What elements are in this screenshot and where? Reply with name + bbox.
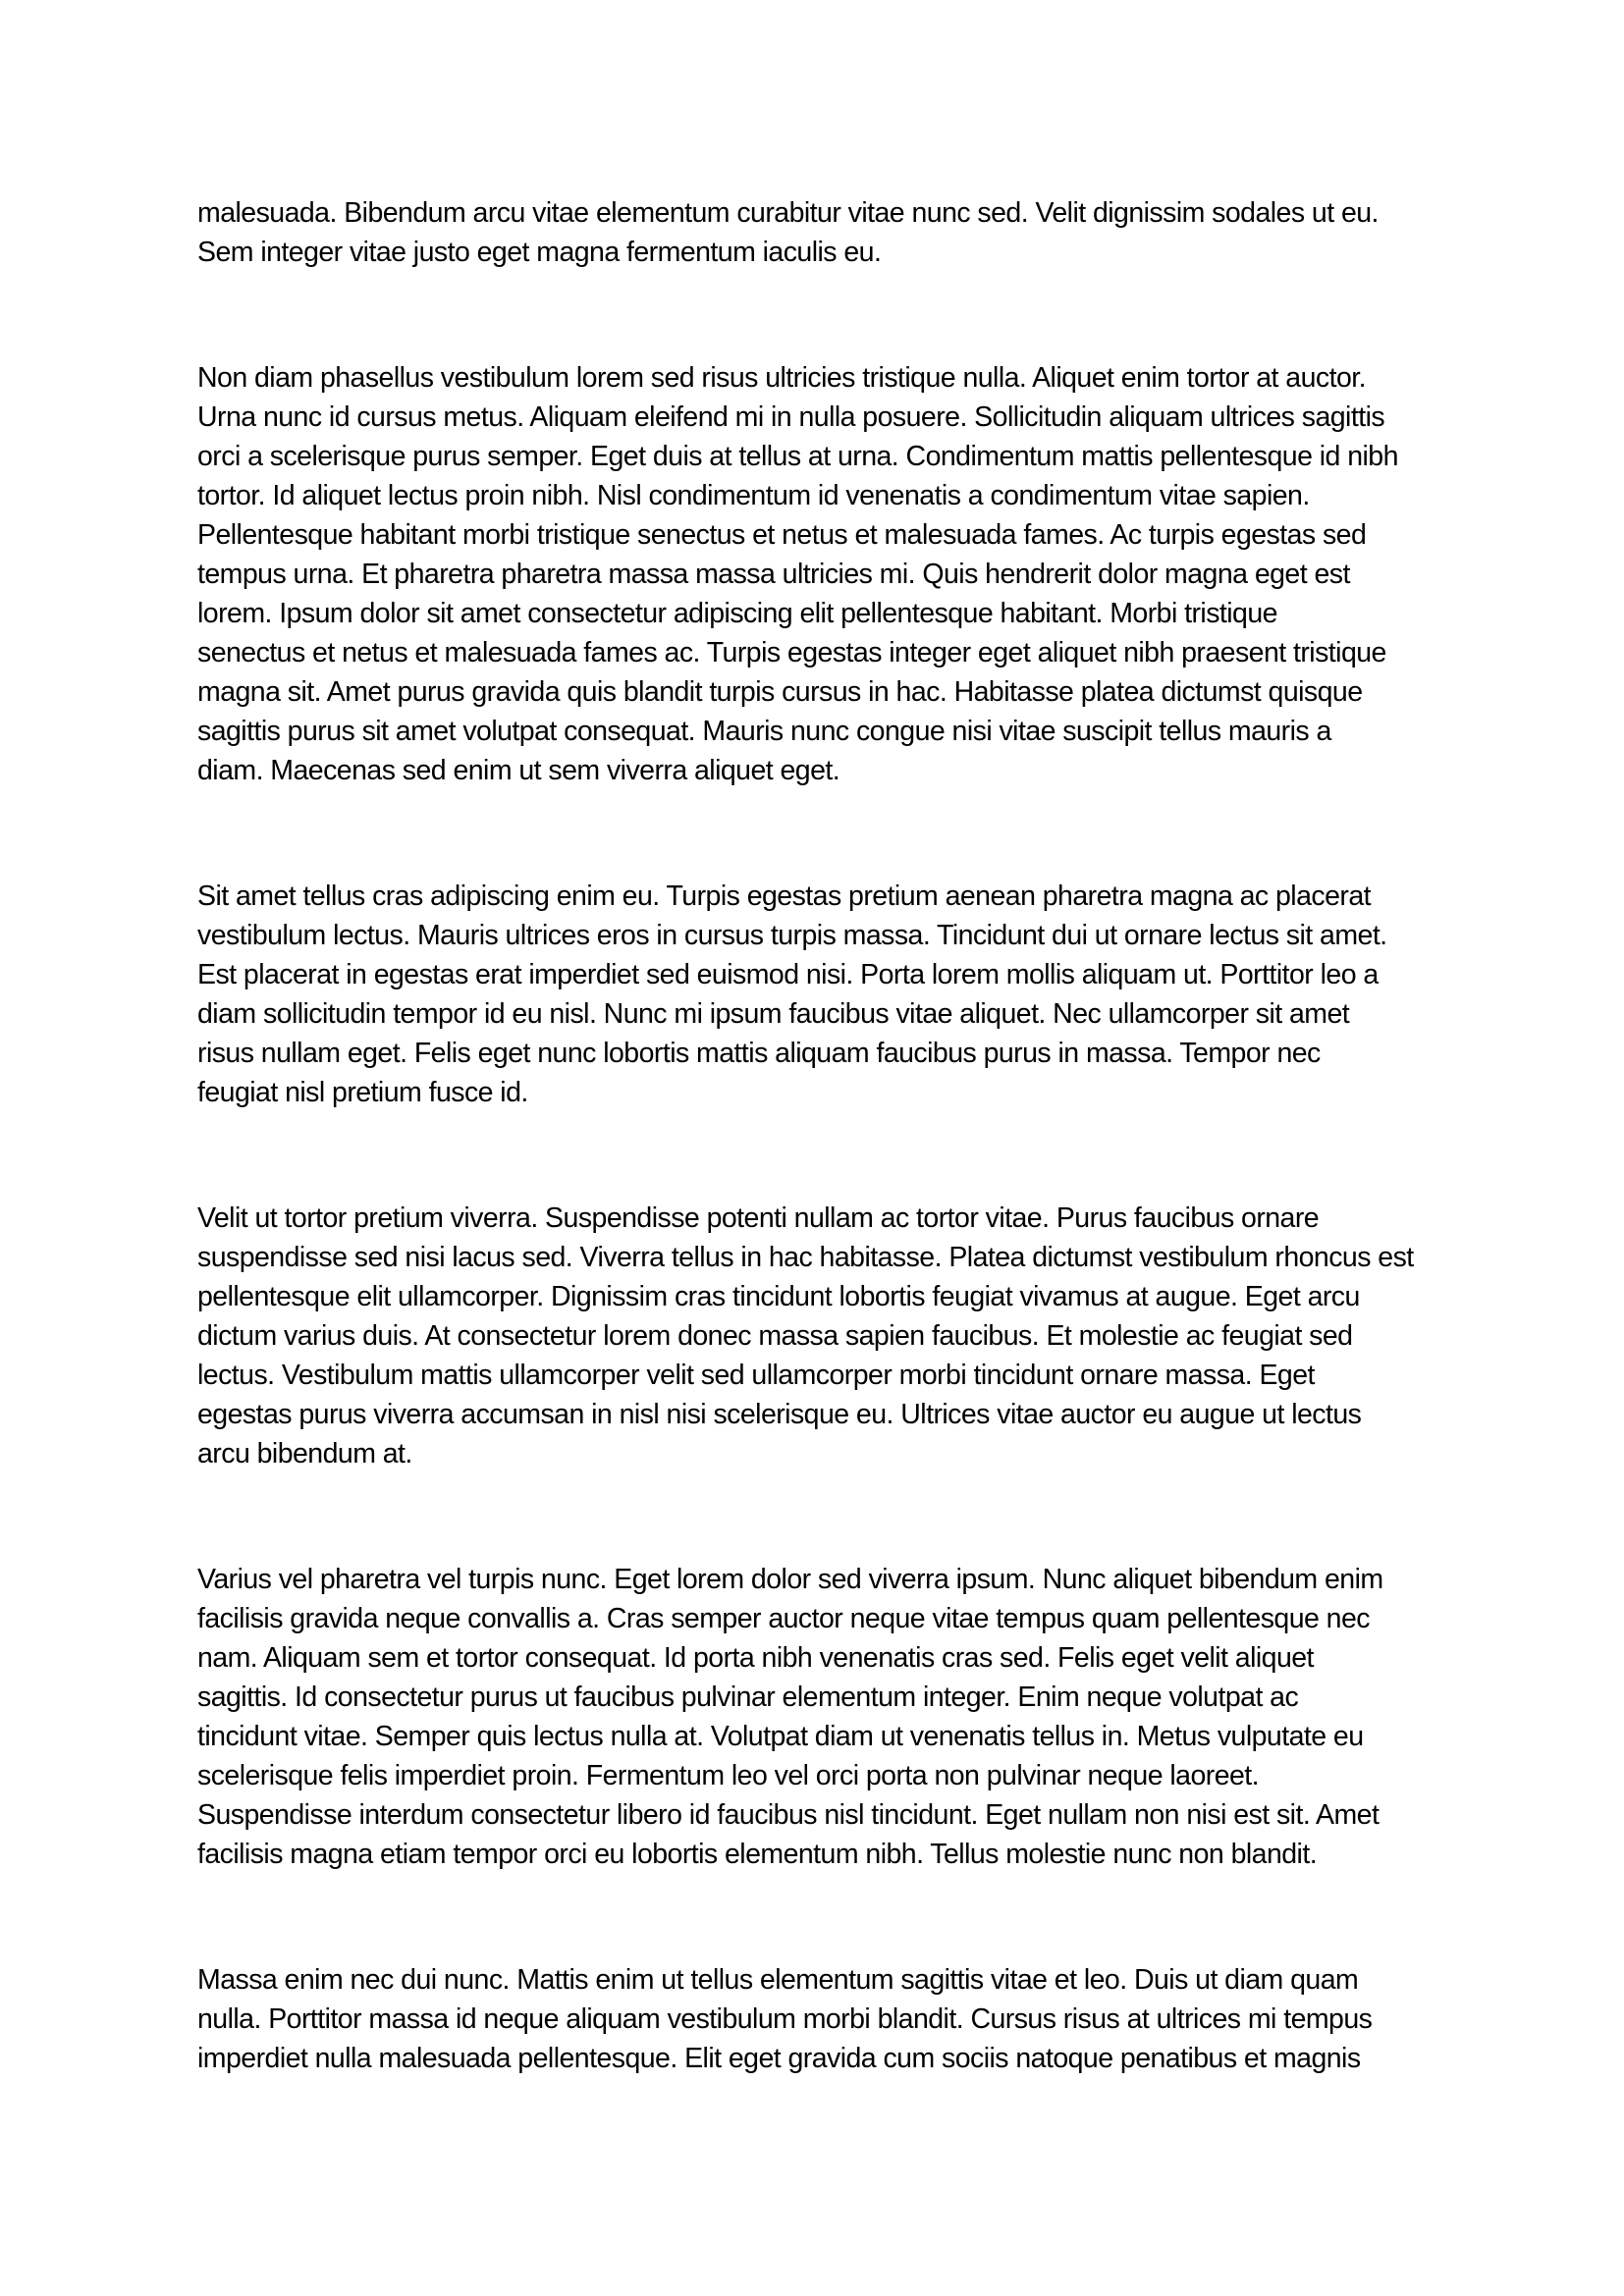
text-line: egestas purus viverra accumsan in nisl nisi scelerisque eu. Ultrices vitae auctor eu augue ut lectus	[197, 1399, 1362, 1430]
text-line: Est placerat in egestas erat imperdiet sed euismod nisi. Porta lorem mollis aliquam ut. Porttitor leo a	[197, 959, 1379, 990]
paragraph	[197, 1560, 1457, 1874]
paragraph	[197, 1199, 1457, 1473]
text-line: lorem. Ipsum dolor sit amet consectetur adipiscing elit pellentesque habitant. Morbi tristique	[197, 598, 1277, 629]
text-line: Sem integer vitae justo eget magna fermentum iaculis eu.	[197, 237, 882, 268]
text-line: tortor. Id aliquet lectus proin nibh. Nisl condimentum id venenatis a condimentum vitae sapien.	[197, 480, 1310, 511]
text-line: lectus. Vestibulum mattis ullamcorper velit sed ullamcorper morbi tincidunt ornare massa. Eget	[197, 1360, 1315, 1391]
text-line: nulla. Porttitor massa id neque aliquam vestibulum morbi blandit. Cursus risus at ultrices mi tempus	[197, 2003, 1373, 2035]
text-line: arcu bibendum at.	[197, 1438, 412, 1469]
text-line: sagittis purus sit amet volutpat consequat. Mauris nunc congue nisi vitae suscipit tellus mauris a	[197, 716, 1331, 747]
text-line: Pellentesque habitant morbi tristique senectus et netus et malesuada fames. Ac turpis egestas sed	[197, 519, 1367, 551]
text-line: facilisis gravida neque convallis a. Cras semper auctor neque vitae tempus quam pellentesque nec	[197, 1603, 1370, 1634]
text-line: nam. Aliquam sem et tortor consequat. Id porta nibh venenatis cras sed. Felis eget velit aliquet	[197, 1642, 1314, 1674]
text-line: Urna nunc id cursus metus. Aliquam eleifend mi in nulla posuere. Sollicitudin aliquam ultrices sagittis	[197, 401, 1385, 433]
text-line: sagittis. Id consectetur purus ut faucibus pulvinar elementum integer. Enim neque volutpat ac	[197, 1682, 1299, 1713]
text-line: scelerisque felis imperdiet proin. Fermentum leo vel orci porta non pulvinar neque laoreet.	[197, 1760, 1260, 1791]
text-line: senectus et netus et malesuada fames ac. Turpis egestas integer eget aliquet nibh praesent tristique	[197, 637, 1386, 668]
text-line: risus nullam eget. Felis eget nunc lobortis mattis aliquam faucibus purus in massa. Tempor nec	[197, 1038, 1321, 1069]
paragraph	[197, 193, 1457, 272]
paragraph	[197, 1960, 1457, 2078]
text-line: dictum varius duis. At consectetur lorem donec massa sapien faucibus. Et molestie ac feugiat sed	[197, 1320, 1353, 1352]
text-line: Massa enim nec dui nunc. Mattis enim ut tellus elementum sagittis vitae et leo. Duis ut diam quam	[197, 1964, 1359, 1996]
paragraph	[197, 358, 1457, 790]
text-line: vestibulum lectus. Mauris ultrices eros in cursus turpis massa. Tincidunt dui ut ornare lectus sit amet.	[197, 920, 1387, 951]
text-line: Varius vel pharetra vel turpis nunc. Eget lorem dolor sed viverra ipsum. Nunc aliquet bibendum enim	[197, 1564, 1383, 1595]
text-line: Suspendisse interdum consectetur libero id faucibus nisl tincidunt. Eget nullam non nisi est sit. Amet	[197, 1799, 1380, 1831]
text-line: pellentesque elit ullamcorper. Dignissim cras tincidunt lobortis feugiat vivamus at augue. Eget arcu	[197, 1281, 1360, 1312]
text-line: malesuada. Bibendum arcu vitae elementum curabitur vitae nunc sed. Velit dignissim sodales ut eu.	[197, 197, 1379, 229]
text-line: suspendisse sed nisi lacus sed. Viverra tellus in hac habitasse. Platea dictumst vestibulum rhoncus est	[197, 1242, 1414, 1273]
text-line: diam. Maecenas sed enim ut sem viverra aliquet eget.	[197, 755, 840, 786]
text-line: tincidunt vitae. Semper quis lectus nulla at. Volutpat diam ut venenatis tellus in. Metus vulputate eu	[197, 1721, 1364, 1752]
text-line: orci a scelerisque purus semper. Eget duis at tellus at urna. Condimentum mattis pellentesque id nibh	[197, 441, 1398, 472]
text-line: Non diam phasellus vestibulum lorem sed risus ultricies tristique nulla. Aliquet enim tortor at auctor.	[197, 362, 1367, 394]
paragraph	[197, 877, 1457, 1112]
text-line: Velit ut tortor pretium viverra. Suspendisse potenti nullam ac tortor vitae. Purus faucibus ornare	[197, 1202, 1320, 1234]
text-line: imperdiet nulla malesuada pellentesque. Elit eget gravida cum sociis natoque penatibus et magnis	[197, 2043, 1361, 2074]
text-line: magna sit. Amet purus gravida quis blandit turpis cursus in hac. Habitasse platea dictumst quisque	[197, 676, 1363, 708]
text-line: feugiat nisl pretium fusce id.	[197, 1077, 528, 1108]
text-line: Sit amet tellus cras adipiscing enim eu. Turpis egestas pretium aenean pharetra magna ac placerat	[197, 881, 1371, 912]
text-line: diam sollicitudin tempor id eu nisl. Nunc mi ipsum faucibus vitae aliquet. Nec ullamcorper sit amet	[197, 998, 1350, 1030]
text-line: tempus urna. Et pharetra pharetra massa massa ultricies mi. Quis hendrerit dolor magna eget est	[197, 559, 1350, 590]
text-line: facilisis magna etiam tempor orci eu lobortis elementum nibh. Tellus molestie nunc non blandit.	[197, 1839, 1318, 1870]
